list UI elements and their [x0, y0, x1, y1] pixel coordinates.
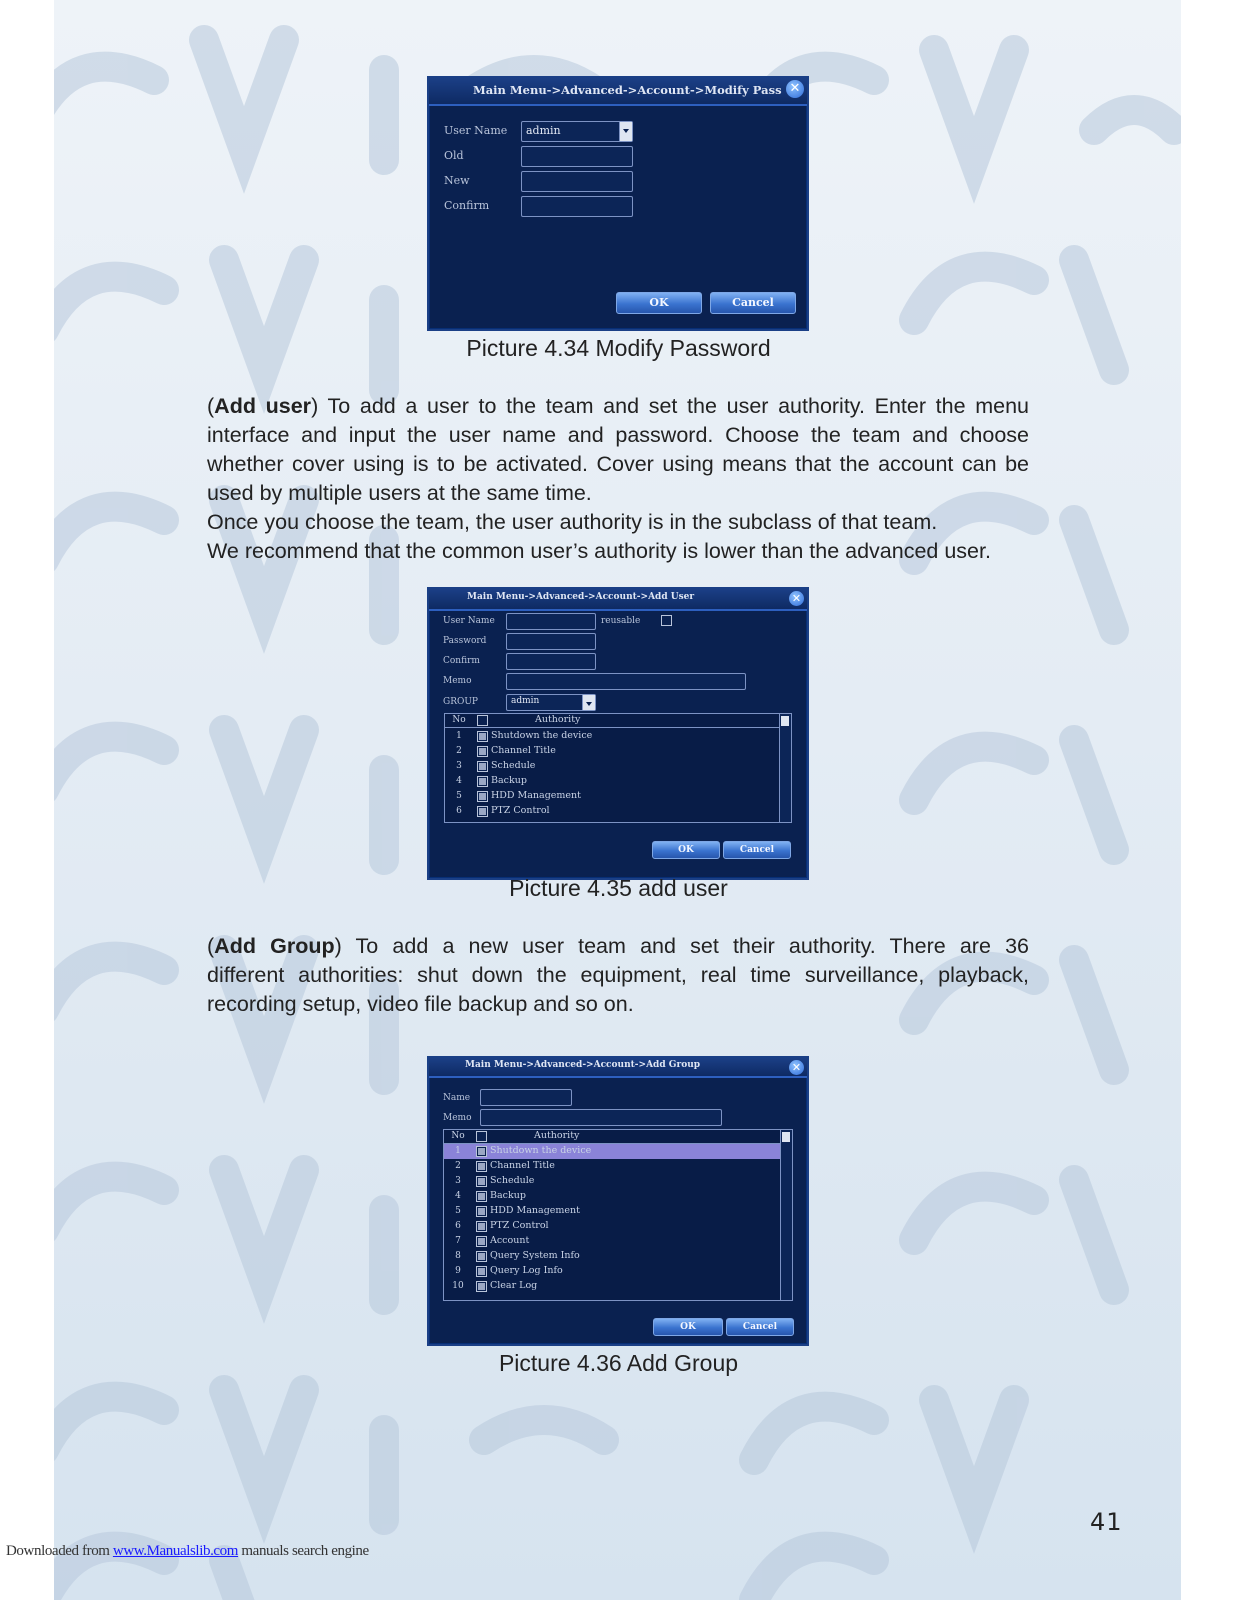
authority-row-selected[interactable]	[444, 1144, 780, 1159]
group-name-field[interactable]	[480, 1089, 572, 1106]
add-group-term: Add Group	[214, 934, 335, 958]
close-icon[interactable]: ✕	[786, 80, 804, 98]
add-user-term: Add user	[214, 394, 312, 418]
authority-checkbox[interactable]	[477, 776, 488, 787]
row-number: 2	[455, 1161, 461, 1171]
ok-button[interactable]: OK	[616, 292, 702, 314]
group-value: admin	[511, 696, 540, 706]
authority-name: Clear Log	[490, 1280, 538, 1291]
authority-name: PTZ Control	[491, 805, 550, 816]
authority-checkbox[interactable]	[477, 746, 488, 757]
row-number: 5	[455, 1206, 461, 1216]
row-number: 3	[456, 761, 462, 771]
authority-name: Backup	[491, 775, 527, 786]
select-all-checkbox[interactable]	[476, 1131, 487, 1142]
paragraph-line: whether cover using is to be activated. Cover using means that the account can be	[207, 452, 1029, 476]
confirm-password-field[interactable]	[521, 196, 633, 217]
authority-name: Channel Title	[491, 745, 556, 756]
group-dropdown[interactable]	[506, 694, 596, 711]
dialog-title: Main Menu->Advanced->Account->Add User	[467, 592, 695, 602]
add-group-paragraph	[207, 932, 1029, 1019]
password-field[interactable]	[506, 633, 596, 650]
paragraph-text: ) To add a new user team and set their authority. There are 36	[334, 934, 1029, 958]
row-number: 3	[455, 1176, 461, 1186]
footer	[6, 1543, 369, 1560]
new-password-field[interactable]	[521, 171, 633, 192]
row-number: 5	[456, 791, 462, 801]
user-name-label: User Name	[444, 124, 508, 137]
user-name-dropdown[interactable]	[521, 121, 633, 142]
old-password-label: Old	[444, 149, 464, 162]
user-name-field[interactable]	[506, 613, 596, 630]
memo-label: Memo	[443, 676, 472, 686]
page-number: 41	[1090, 1508, 1123, 1536]
authority-name: Query Log Info	[490, 1265, 563, 1276]
authority-name: PTZ Control	[490, 1220, 549, 1231]
authority-checkbox[interactable]	[476, 1251, 487, 1262]
modify-password-dialog	[427, 76, 809, 331]
authority-name: Shutdown the device	[491, 730, 593, 741]
user-name-value: admin	[526, 124, 561, 137]
authority-checkbox[interactable]	[477, 791, 488, 802]
paragraph-text: ) To add a user to the team and set the user authority. Enter the menu	[311, 394, 1030, 418]
row-number: 2	[456, 746, 462, 756]
scrollbar[interactable]	[780, 1130, 792, 1300]
authority-checkbox[interactable]	[476, 1206, 487, 1217]
authority-name: Shutdown the device	[490, 1145, 592, 1156]
authority-row[interactable]	[444, 1159, 780, 1174]
no-column-header: No	[451, 1131, 465, 1141]
authority-column-header: Authority	[535, 714, 581, 725]
authority-column-header: Authority	[534, 1130, 580, 1141]
authority-name: Query System Info	[490, 1250, 580, 1261]
dialog-title-bar	[429, 78, 807, 106]
dialog-title: Main Menu->Advanced->Account->Modify Pass	[473, 83, 782, 97]
dialog-title-bar	[429, 1058, 807, 1078]
authority-row[interactable]	[445, 759, 779, 774]
cancel-button[interactable]: Cancel	[726, 1318, 794, 1336]
authority-checkbox[interactable]	[476, 1221, 487, 1232]
authority-checkbox[interactable]	[476, 1236, 487, 1247]
add-group-dialog	[427, 1056, 809, 1346]
open-paren: (	[207, 934, 215, 958]
row-number: 1	[455, 1146, 461, 1156]
paragraph-line: Once you choose the team, the user authority is in the subclass of that team.	[207, 510, 938, 534]
ok-button[interactable]: OK	[652, 841, 720, 859]
paragraph-line	[207, 392, 1029, 421]
dialog-title-bar	[429, 589, 807, 611]
reusable-checkbox[interactable]	[661, 615, 672, 626]
authority-row[interactable]	[444, 1279, 780, 1294]
select-all-checkbox[interactable]	[477, 715, 488, 726]
row-number: 6	[455, 1221, 461, 1231]
confirm-label: Confirm	[443, 656, 480, 666]
authority-row[interactable]	[444, 1234, 780, 1249]
authority-list[interactable]	[444, 713, 792, 823]
authority-name: Schedule	[490, 1175, 535, 1186]
authority-checkbox[interactable]	[477, 761, 488, 772]
authority-checkbox[interactable]	[477, 806, 488, 817]
authority-checkbox[interactable]	[476, 1146, 487, 1157]
row-number: 7	[455, 1236, 461, 1246]
authority-checkbox[interactable]	[477, 731, 488, 742]
authority-checkbox[interactable]	[476, 1176, 487, 1187]
authority-row[interactable]	[444, 1174, 780, 1189]
authority-header	[444, 1130, 780, 1144]
add-user-dialog	[427, 587, 809, 880]
dialog-title: Main Menu->Advanced->Account->Add Group	[465, 1060, 701, 1070]
close-icon[interactable]: ✕	[789, 1060, 804, 1075]
authority-row[interactable]	[444, 1204, 780, 1219]
chevron-down-icon[interactable]	[619, 122, 632, 141]
authority-name: HDD Management	[490, 1205, 580, 1216]
close-icon[interactable]: ✕	[789, 591, 804, 606]
row-number: 6	[456, 806, 462, 816]
group-label: GROUP	[443, 697, 478, 707]
authority-name: HDD Management	[491, 790, 581, 801]
authority-list[interactable]	[443, 1129, 793, 1301]
scroll-thumb[interactable]	[782, 1132, 790, 1142]
scrollbar[interactable]	[779, 714, 791, 822]
figure-caption-4-35: Picture 4.35 add user	[509, 875, 728, 901]
authority-checkbox[interactable]	[476, 1161, 487, 1172]
open-paren: (	[207, 394, 215, 418]
row-number: 4	[456, 776, 462, 786]
authority-name: Account	[490, 1235, 530, 1246]
confirm-password-label: Confirm	[444, 199, 490, 212]
authority-row[interactable]	[445, 729, 779, 744]
authority-checkbox[interactable]	[476, 1281, 487, 1292]
authority-row[interactable]	[444, 1264, 780, 1279]
authority-row[interactable]	[445, 789, 779, 804]
no-column-header: No	[452, 715, 466, 725]
row-number: 10	[452, 1281, 464, 1291]
footer-suffix: manuals search engine	[238, 1543, 369, 1559]
authority-row[interactable]	[444, 1189, 780, 1204]
paragraph-line	[207, 932, 1029, 961]
row-number: 9	[455, 1266, 461, 1276]
password-label: Password	[443, 636, 487, 646]
authority-name: Backup	[490, 1190, 526, 1201]
user-name-label: User Name	[443, 616, 495, 626]
reusable-label: reusable	[601, 616, 641, 626]
footer-prefix: Downloaded from	[6, 1543, 113, 1559]
authority-row[interactable]	[445, 774, 779, 789]
authority-checkbox[interactable]	[476, 1191, 487, 1202]
row-number: 1	[456, 731, 462, 741]
authority-header	[445, 714, 779, 728]
authority-name: Channel Title	[490, 1160, 555, 1171]
paragraph-line: recording setup, video file backup and so on.	[207, 992, 634, 1016]
chevron-down-icon[interactable]	[582, 695, 595, 710]
new-password-label: New	[444, 174, 470, 187]
confirm-field[interactable]	[506, 653, 596, 670]
authority-row[interactable]	[444, 1249, 780, 1264]
add-user-paragraph	[207, 392, 1029, 566]
ok-button[interactable]: OK	[653, 1318, 723, 1336]
paragraph-line: used by multiple users at the same time.	[207, 481, 592, 505]
manualslib-link[interactable]: www.Manualslib.com	[112, 1543, 239, 1559]
scroll-thumb[interactable]	[781, 716, 789, 726]
authority-row[interactable]	[445, 744, 779, 759]
paragraph-line: interface and input the user name and password. Choose the team and choose	[207, 423, 1029, 447]
row-number: 8	[455, 1251, 461, 1261]
cancel-button[interactable]: Cancel	[723, 841, 791, 859]
paragraph-line: different authorities: shut down the equipment, real time surveillance, playback,	[207, 963, 1029, 987]
row-number: 4	[455, 1191, 461, 1201]
name-label: Name	[443, 1093, 471, 1103]
figure-caption-4-36: Picture 4.36 Add Group	[498, 1350, 739, 1376]
memo-field[interactable]	[506, 673, 746, 690]
memo-field[interactable]	[480, 1109, 722, 1126]
cancel-button[interactable]: Cancel	[710, 292, 796, 314]
figure-caption-4-34: Picture 4.34 Modify Password	[466, 335, 771, 361]
memo-label: Memo	[443, 1113, 472, 1123]
authority-row[interactable]	[444, 1219, 780, 1234]
old-password-field[interactable]	[521, 146, 633, 167]
paragraph-line: We recommend that the common user’s authority is lower than the advanced user.	[207, 539, 991, 563]
authority-checkbox[interactable]	[476, 1266, 487, 1277]
authority-row[interactable]	[445, 804, 779, 819]
authority-name: Schedule	[491, 760, 536, 771]
